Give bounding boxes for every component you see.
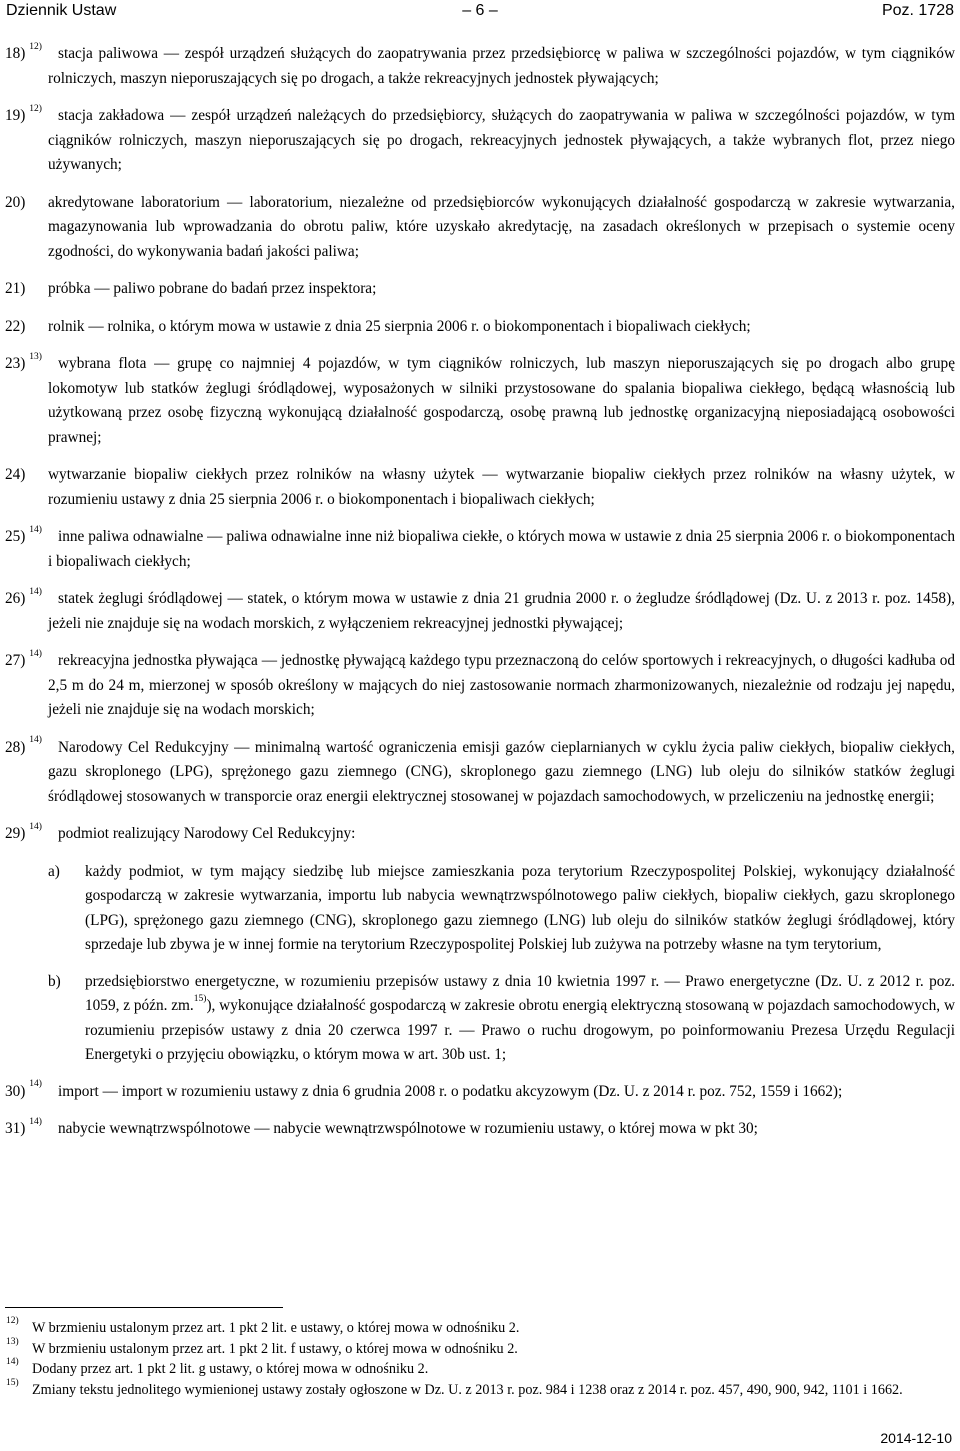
item-text: stacja paliwowa — zespół urządzeń służących do zaopatrywania przez przedsiębiorcę w paliwa w szczególności pojazdów, w tym ciągników rolniczych, maszyn nieporuszających się po drogach, a także rekreacyjnych jednostek pływających; bbox=[48, 45, 955, 87]
item-number: 28) $^{14)}$ bbox=[5, 735, 42, 756]
footnote-number: 12) bbox=[6, 1316, 19, 1326]
sub-point bbox=[5, 970, 955, 1068]
definition-item bbox=[5, 736, 955, 810]
publication-date: 2014-12-10 bbox=[880, 1429, 952, 1446]
footnote bbox=[5, 1318, 953, 1339]
item-text: rolnik — rolnika, o którym mowa w ustawie z dnia 25 sierpnia 2006 r. o biokomponentach i biopaliwach ciekłych; bbox=[48, 317, 751, 335]
item-text: nabycie wewnątrzwspólnotowe — nabycie wewnątrzwspólnotowe w rozumieniu ustawy, o której mowa w pkt 30; bbox=[58, 1120, 758, 1137]
page-number: – 6 – bbox=[462, 2, 498, 19]
sub-point bbox=[5, 860, 955, 958]
definition-item bbox=[5, 191, 955, 265]
sub-point-text: przedsiębiorstwo energetyczne, w rozumieniu przepisów ustawy z dnia 10 kwietnia 1997 r. — Prawo energetyczne (Dz. U. z 2012 r. poz. 1059, z późn. zm. bbox=[85, 972, 955, 1014]
definition-item bbox=[5, 587, 955, 636]
definition-item bbox=[5, 42, 955, 91]
footnotes bbox=[5, 1318, 953, 1400]
sub-points-list bbox=[5, 860, 955, 1068]
item-text: statek żeglugi śródlądowej — statek, o którym mowa w ustawie z dnia 21 grudnia 2000 r. o żegludze śródlądowej (Dz. U. z 2013 r. poz. 1458), jeżeli nie znajduje się na wodach morskich, z wyłączeniem rekreacyjnej jednostki pływającej; bbox=[48, 590, 955, 632]
definition-item bbox=[5, 822, 955, 847]
definition-item bbox=[5, 1117, 955, 1142]
definition-item bbox=[5, 104, 955, 178]
item-text: wytwarzanie biopaliw ciekłych przez rolników na własny użytek — wytwarzanie biopaliw ciekłych przez rolników na własny użytek, w rozumieniu ustawy z dnia 25 sierpnia 2006 r. o biokomponentach i biopaliwach ciekłych; bbox=[48, 466, 955, 508]
item-text: import — import w rozumieniu ustawy z dnia 6 grudnia 2008 r. o podatku akcyzowym (Dz. U. z 2014 r. poz. 752, 1559 i 1662); bbox=[58, 1082, 843, 1100]
footnote bbox=[5, 1359, 953, 1380]
item-number: 24) bbox=[5, 466, 26, 483]
footnote-number: 13) bbox=[6, 1336, 19, 1347]
sub-point-text-continued: ), wykonujące działalność gospodarczą w zakresie obrotu energią elektryczną stosowaną w pojazdach samochodowych, w rozumieniu przepisów ustawy z dnia 20 czerwca 1997 r. — Prawo o ruchu drogowym, po poinformowaniu Prezesa Urzędu Regulacji Energetyki o przyjęciu obowiązku, o którym mowa w art. 30b ust. 1; bbox=[85, 997, 955, 1063]
footnote-reference: 14) bbox=[29, 586, 42, 597]
item-text: inne paliwa odnawialne — paliwa odnawialne inne niż biopaliwa ciekłe, o których mowa w ustawie z dnia 25 sierpnia 2006 r. o biokomponentach i biopaliwach ciekłych; bbox=[48, 528, 955, 570]
footnote-reference: 15) bbox=[193, 993, 207, 1004]
footnote-reference: 13) bbox=[29, 351, 42, 362]
item-number: 21) bbox=[5, 280, 26, 297]
definition-item bbox=[5, 277, 955, 302]
footnote-text: Zmiany tekstu jednolitego wymienionej ustawy zostały ogłoszone w Dz. U. z 2013 r. poz. 984 i 1238 oraz z 2014 r. poz. 457, 490, 900, 942, 1101 i 1662. bbox=[32, 1381, 903, 1398]
item-text: próbka — paliwo pobrane do badań przez inspektora; bbox=[48, 280, 377, 297]
definition-item bbox=[5, 315, 955, 340]
footnote-reference: 14) bbox=[29, 648, 42, 659]
item-number: 18) $^{12)}$ bbox=[5, 41, 42, 62]
footnote bbox=[5, 1377, 953, 1401]
item-text: rekreacyjna jednostka pływająca — jednostkę pływającą każdego typu przeznaczoną do celów sportowych i rekreacyjnych, o długości kadłuba od 2,5 m do 24 m, mierzonej w sposób określony w mających do niej zastosowanie normach zharmonizowanych, niezależnie od rodzaju jej napędu, jeżeli nie znajduje się na wodach morskich; bbox=[48, 652, 955, 718]
sub-point-label: a) bbox=[48, 862, 60, 880]
footnote-reference: 14) bbox=[29, 821, 42, 832]
item-text: wybrana flota — grupę co najmniej 4 pojazdów, w tym ciągników rolniczych, lub maszyn nieporuszających się po drogach albo grupę lokomotyw lub statków żeglugi śródlądowej, wyposażonych w silniki przystosowane do spalania biopaliwa ciekłego, będącą własnością lub użytkowaną przez osobę fizyczną wykonującą działalność gospodarczą, osobę prawną lub jednostkę organizacyjną nieposiadającą osobowości prawnej; bbox=[48, 355, 955, 446]
journal-title: Dziennik Ustaw bbox=[6, 2, 117, 19]
footnote-text: W brzmieniu ustalonym przez art. 1 pkt 2 lit. f ustawy, o której mowa w odnośniku 2. bbox=[32, 1340, 518, 1357]
item-number: 25) $^{14)}$ bbox=[5, 524, 42, 545]
definition-item bbox=[5, 525, 955, 574]
item-number: 29) $^{14)}$ bbox=[5, 821, 42, 842]
item-number: 19) $^{12)}$ bbox=[5, 103, 42, 124]
position-number: Poz. 1728 bbox=[881, 2, 954, 19]
definitions-list bbox=[5, 42, 955, 847]
footnote bbox=[5, 1336, 953, 1360]
sub-point-text: każdy podmiot, w tym mający siedzibę lub miejsce zamieszkania poza terytorium Rzeczypospolitej Polskiej, wykonujący działalność gospodarczą w zakresie wytwarzania, importu lub nabycia wewnątrzwspólnotowego paliw ciekłych, biopaliw ciekłych, gazu skroplonego (LPG), sprężonego gazu ziemnego (CNG), skroplonego gazu ziemnego (LNG) lub oleju do silników statków żeglugi śródlądowej, który sprzedaje lub zbywa je w innej formie na terytorium Rzeczypospolitej Polskiej lub zużywa na potrzeby własne na tym terytorium, bbox=[85, 862, 955, 953]
footnote-number: 14) bbox=[6, 1357, 19, 1367]
footnote-number: 15) bbox=[6, 1377, 19, 1388]
item-text: podmiot realizujący Narodowy Cel Redukcyjny: bbox=[58, 825, 356, 842]
item-number: 23) $^{13)}$ bbox=[5, 351, 42, 372]
item-text: Narodowy Cel Redukcyjny — minimalną wartość ograniczenia emisji gazów cieplarnianych w cyklu życia paliw ciekłych, biopaliw ciekłych, gazu skroplonego (LPG), sprężonego gazu ziemnego (CNG), skroplonego gazu ziemnego (LNG) lub oleju do silników statków żeglugi śródlądowej stosowanych w transporcie oraz energii elektrycznej stosowanej w pojazdach samochodowych, w przeliczeniu na jednostkę energii; bbox=[48, 738, 955, 805]
definition-item bbox=[5, 1080, 955, 1105]
definition-item bbox=[5, 463, 955, 512]
item-number: 20) bbox=[5, 193, 26, 211]
footnote-reference: 14) bbox=[29, 1079, 42, 1090]
page-header bbox=[6, 0, 954, 22]
footnote-reference: 14) bbox=[29, 1116, 42, 1127]
item-number: 30) $^{14)}$ bbox=[5, 1079, 42, 1100]
footnote-reference: 14) bbox=[29, 524, 42, 535]
footnote-text: W brzmieniu ustalonym przez art. 1 pkt 2 lit. e ustawy, o której mowa w odnośniku 2. bbox=[32, 1320, 520, 1336]
definition-item bbox=[5, 649, 955, 723]
item-number: 26) $^{14)}$ bbox=[5, 586, 42, 607]
item-number: 31) $^{14)}$ bbox=[5, 1116, 42, 1137]
footnote-separator bbox=[5, 1307, 283, 1308]
definitions-list-continued bbox=[5, 1080, 955, 1142]
item-text: stacja zakładowa — zespół urządzeń należących do przedsiębiorcy, służących do zaopatrywania w paliwa w szczególności pojazdów, w tym ciągników rolniczych, maszyn nieporuszających się po drogach, rekreacyjnych jednostek pływających, a także wybranych flot, przez niego używanych; bbox=[48, 107, 955, 173]
footnote-reference: 12) bbox=[29, 41, 42, 52]
item-number: 22) bbox=[5, 317, 26, 335]
item-text: akredytowane laboratorium — laboratorium, niezależne od przedsiębiorców wykonujących działalność gospodarczą w zakresie wytwarzania, magazynowania lub wprowadzania do obrotu paliw, które uzyskało akredytację, na zasadach określonych w przepisach o systemie oceny zgodności, do wykonywania badań jakości paliwa; bbox=[48, 193, 955, 260]
document-body bbox=[5, 42, 955, 1155]
footnote-reference: 12) bbox=[29, 103, 42, 114]
definition-item bbox=[5, 352, 955, 450]
footnote-reference: 14) bbox=[29, 735, 42, 746]
footnote-text: Dodany przez art. 1 pkt 2 lit. g ustawy, o której mowa w odnośniku 2. bbox=[32, 1361, 429, 1377]
sub-point-label: b) bbox=[48, 972, 61, 990]
item-number: 27) $^{14)}$ bbox=[5, 648, 42, 669]
